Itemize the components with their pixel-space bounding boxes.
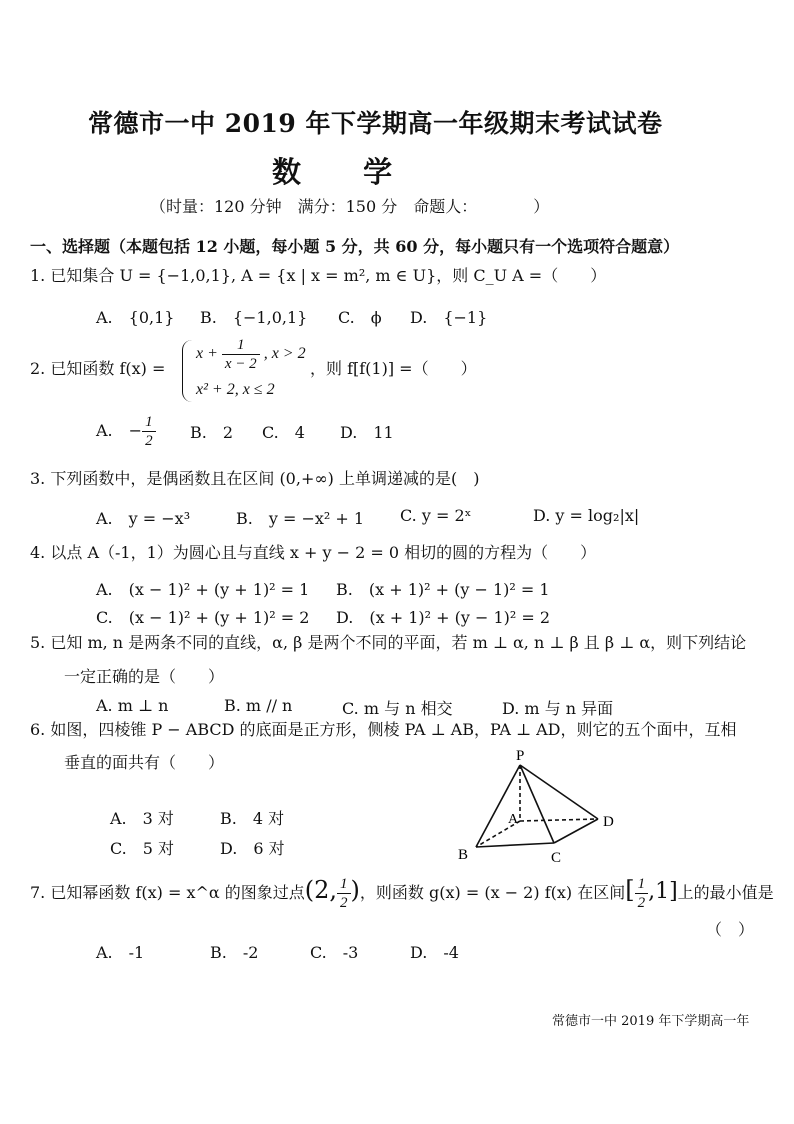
q3-option-d: D. y = log₂|x| (533, 506, 640, 525)
q6-option-c: C. 5 对 (110, 839, 175, 858)
q6-stem-line2: 垂直的面共有（ ） (64, 753, 225, 772)
q6-option-d: D. 6 对 (220, 839, 285, 858)
q7-stem: 7. 已知幂函数 f(x) = x^α 的图象过点(2, $\frac{1}{2}$ )，则函数 g(x) = (x − 2) f(x) 在区间[ $\frac{1}{2}$ ,1]上的最小值是 (30, 876, 774, 911)
exam-title: 常德市一中 2019 年下学期高一年级期末考试试卷 (88, 109, 663, 138)
q7-option-c: C. -3 (310, 943, 359, 962)
q2-brace (182, 340, 193, 402)
q7-bracket: （ ） (706, 920, 755, 939)
q1-option-a: A. {0,1} (96, 308, 175, 327)
q2-piece2: x² + 2, x ≤ 2 (196, 381, 275, 398)
q4-option-b: B. (x + 1)² + (y − 1)² = 1 (336, 580, 550, 599)
edge-ad-hidden (520, 819, 598, 821)
q4-option-c: C. (x − 1)² + (y + 1)² = 2 (96, 608, 310, 627)
q5-stem-line2: 一定正确的是（ ） (64, 667, 225, 686)
q2-option-c: C. 4 (262, 423, 305, 442)
edge-cd (554, 819, 598, 843)
label-d: D (603, 814, 614, 830)
q5-option-c: C. m 与 n 相交 (342, 699, 453, 718)
q6-stem-line1: 6. 如图，四棱锥 P − ABCD 的底面是正方形，侧棱 PA ⊥ AB，PA ⊥ AD，则它的五个面中，互相 (30, 720, 737, 739)
label-a: A (508, 812, 519, 827)
label-p: P (516, 748, 525, 764)
q7-option-b: B. -2 (210, 943, 259, 962)
q3-option-a: A. y = −x³ (96, 509, 191, 528)
q2-lead: 2. 已知函数 f(x) = (30, 359, 166, 378)
q7-option-d: D. -4 (410, 943, 459, 962)
q2-piece1: x + $\frac{1}{x - 2}$ , x > 2 (196, 337, 306, 372)
section-heading: 一、选择题（本题包括 12 小题，每小题 5 分，共 60 分，每小题只有一个选项符合题意） (30, 237, 680, 256)
q5-stem-line1: 5. 已知 m, n 是两条不同的直线，α, β 是两个不同的平面，若 m ⊥ α, n ⊥ β 且 β ⊥ α，则下列结论 (30, 633, 747, 652)
q4-stem: 4. 以点 A（-1，1）为圆心且与直线 x + y − 2 = 0 相切的圆的方程为（ ） (30, 543, 597, 562)
q3-option-c: C. y = 2ˣ (400, 506, 472, 525)
page-footer: 常德市一中 2019 年下学期高一年 (552, 1014, 750, 1029)
q4-option-d: D. (x + 1)² + (y − 1)² = 2 (336, 608, 551, 627)
pyramid-figure (450, 745, 630, 870)
edge-bc (476, 843, 554, 847)
q1-option-d: D. {−1} (410, 308, 488, 327)
label-c: C (551, 850, 562, 866)
q6-option-b: B. 4 对 (220, 809, 285, 828)
edge-pb (476, 765, 520, 847)
q2-option-b: B. 2 (190, 423, 234, 442)
q5-option-b: B. m // n (224, 696, 293, 715)
label-b: B (458, 847, 469, 863)
q3-option-b: B. y = −x² + 1 (236, 509, 365, 528)
q1-stem: 1. 已知集合 U = {−1,0,1}, A = {x | x = m², m ∈ U}，则 C_U A =（ ） (30, 266, 607, 285)
q4-option-a: A. (x − 1)² + (y + 1)² = 1 (96, 580, 310, 599)
q2-option-a: A. − $\frac{1}{2}$ (96, 413, 156, 450)
time-info: （时量：120 分钟 满分：150 分 命题人： ） (150, 197, 550, 216)
subject-title: 数 学 (272, 155, 419, 189)
q1-option-c: C. ϕ (338, 308, 382, 327)
q5-option-a: A. m ⊥ n (96, 696, 169, 715)
q2-tail: ，则 f[f(1)] =（ ） (310, 359, 477, 378)
q5-option-d: D. m 与 n 异面 (502, 699, 614, 718)
q3-stem: 3. 下列函数中，是偶函数且在区间 (0,+∞) 上单调递减的是( ) (30, 469, 480, 488)
q2-option-d: D. 11 (340, 423, 394, 442)
q7-option-a: A. -1 (96, 943, 145, 962)
q6-option-a: A. 3 对 (110, 809, 174, 828)
q1-option-b: B. {−1,0,1} (200, 308, 308, 327)
